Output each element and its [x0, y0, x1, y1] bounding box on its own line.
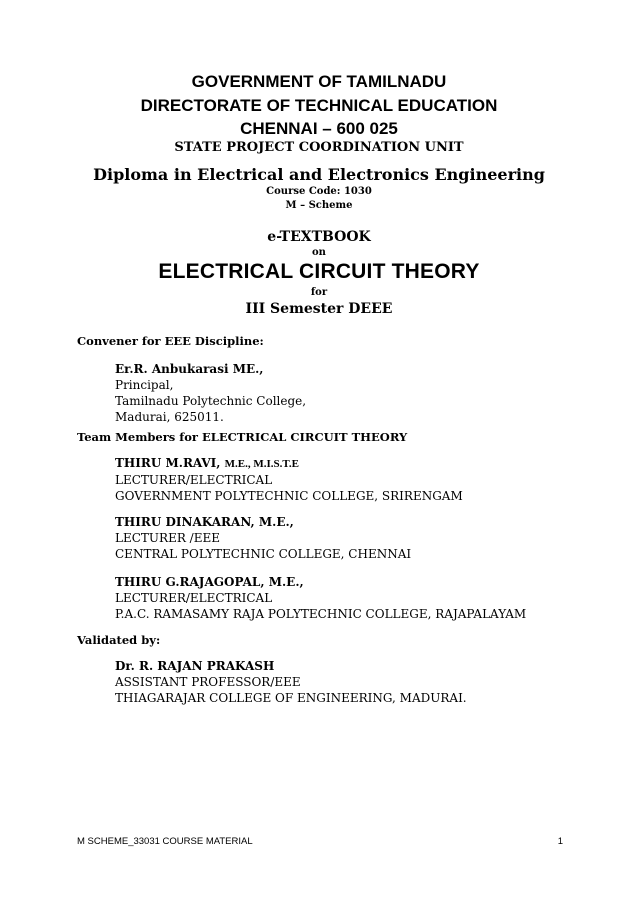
header-line-government: GOVERNMENT OF TAMILNADU	[191, 72, 447, 91]
etextbook-label: e-TEXTBOOK	[267, 229, 371, 245]
validator-block	[115, 658, 467, 706]
member-college: CENTRAL POLYTECHNIC COLLEGE, CHENNAI	[115, 547, 412, 561]
team-member	[115, 514, 411, 562]
footer-course-material: M SCHEME_33031 COURSE MATERIAL	[77, 836, 253, 847]
member-role: LECTURER/ELECTRICAL	[115, 473, 273, 487]
member-degree: M.E., M.I.S.T.E	[224, 458, 300, 470]
validator-college: THIAGARAJAR COLLEGE OF ENGINEERING, MADURAI.	[115, 691, 467, 705]
team-heading: Team Members for ELECTRICAL CIRCUIT THEORY	[77, 430, 408, 444]
member-name: THIRU M.RAVI,	[115, 456, 221, 470]
convener-name: Er.R. Anbukarasi ME.,	[115, 362, 264, 376]
header-line-unit: STATE PROJECT COORDINATION UNIT	[174, 140, 464, 155]
validated-heading: Validated by:	[77, 633, 161, 647]
header-line-city: CHENNAI – 600 025	[240, 119, 398, 138]
for-label: for	[310, 287, 328, 298]
member-role: LECTURER/ELECTRICAL	[115, 591, 273, 605]
team-member	[115, 455, 463, 504]
member-name: THIRU G.RAJAGOPAL, M.E.,	[115, 575, 304, 589]
member-college: P.A.C. RAMASAMY RAJA POLYTECHNIC COLLEGE, RAJAPALAYAM	[115, 607, 527, 621]
team-member	[115, 574, 526, 622]
member-role: LECTURER /EEE	[115, 531, 220, 545]
page-number: 1	[557, 836, 563, 847]
book-title: ELECTRICAL CIRCUIT THEORY	[158, 260, 480, 283]
member-college: GOVERNMENT POLYTECHNIC COLLEGE, SRIRENGAM	[115, 489, 463, 503]
on-label: on	[312, 247, 326, 258]
convener-line: Principal,	[115, 378, 174, 392]
convener-heading: Convener for EEE Discipline:	[77, 334, 264, 348]
course-scheme: M – Scheme	[285, 200, 353, 211]
diploma-title: Diploma in Electrical and Electronics Engineering	[93, 165, 545, 184]
convener-block	[115, 361, 306, 425]
convener-line: Madurai, 625011.	[115, 410, 224, 424]
validator-role: ASSISTANT PROFESSOR/EEE	[115, 675, 301, 689]
header-line-directorate: DIRECTORATE OF TECHNICAL EDUCATION	[140, 96, 498, 115]
course-code: Course Code: 1030	[266, 186, 372, 197]
member-name: THIRU DINAKARAN, M.E.,	[115, 515, 294, 529]
semester-label: III Semester DEEE	[245, 301, 393, 317]
convener-line: Tamilnadu Polytechnic College,	[115, 394, 307, 408]
validator-name: Dr. R. RAJAN PRAKASH	[115, 659, 275, 673]
